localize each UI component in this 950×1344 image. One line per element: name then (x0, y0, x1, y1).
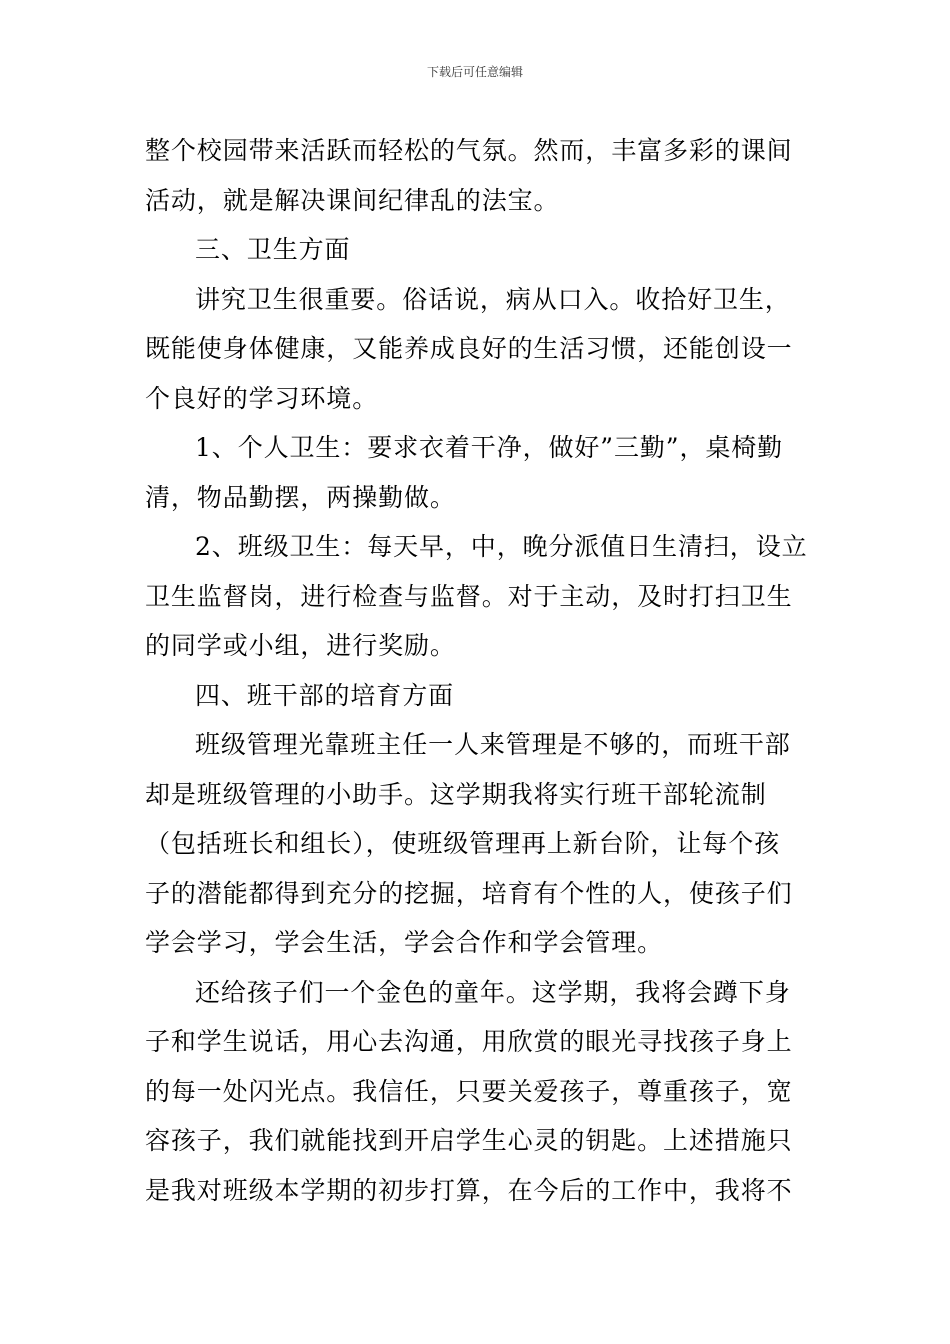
text-line: 的每一处闪光点。我信任，只要关爱孩子，尊重孩子，宽 (145, 1076, 793, 1106)
text-line: 子和学生说话，用心去沟通，用欣赏的眼光寻找孩子身上 (145, 1027, 793, 1056)
text-line: 容孩子，我们就能找到开启学生心灵的钥匙。上述措施只 (145, 1126, 793, 1155)
text-line: 还给孩子们一个金色的童年。这学期，我将会蹲下身 (195, 977, 791, 1007)
text-line: 个良好的学习环境。 (145, 383, 379, 413)
text-line: 既能使身体健康，又能养成良好的生活习惯，还能创设一 (145, 334, 793, 363)
text-line: 讲究卫生很重要。俗话说，病从口入。收拾好卫生， (195, 284, 791, 314)
document-body (145, 126, 810, 1215)
text-line: 整个校园带来活跃而轻松的气氛。然而，丰富多彩的课间 (145, 136, 793, 165)
page-header: 下载后可任意编辑 (426, 65, 523, 79)
text-line: 1、个人卫生：要求衣着干净，做好”三勤”，桌椅勤 (195, 433, 784, 462)
text-line: 卫生监督岗，进行检查与监督。对于主动，及时打扫卫生 (145, 581, 793, 611)
section-heading: 三、卫生方面 (195, 235, 351, 264)
text-line: 是我对班级本学期的初步打算，在今后的工作中，我将不 (145, 1175, 793, 1205)
text-line: 子的潜能都得到充分的挖掘，培育有个性的人，使孩子们 (145, 878, 793, 908)
text-line: 2、班级卫生：每天早，中，晚分派值日生清扫，设立 (195, 532, 808, 561)
text-line: （包括班长和组长），使班级管理再上新台阶，让每个孩 (145, 829, 781, 858)
text-line: 学会学习，学会生活，学会合作和学会管理。 (145, 928, 664, 957)
text-line: 的同学或小组，进行奖励。 (145, 631, 456, 660)
text-line: 清，物品勤摆，两操勤做。 (145, 482, 456, 512)
text-line: 却是班级管理的小助手。这学期我将实行班干部轮流制 (145, 779, 767, 809)
text-line: 活动，就是解决课间纪律乱的法宝。 (145, 185, 560, 215)
section-heading: 四、班干部的培育方面 (195, 680, 455, 710)
text-line: 班级管理光靠班主任一人来管理是不够的，而班干部 (195, 730, 791, 759)
